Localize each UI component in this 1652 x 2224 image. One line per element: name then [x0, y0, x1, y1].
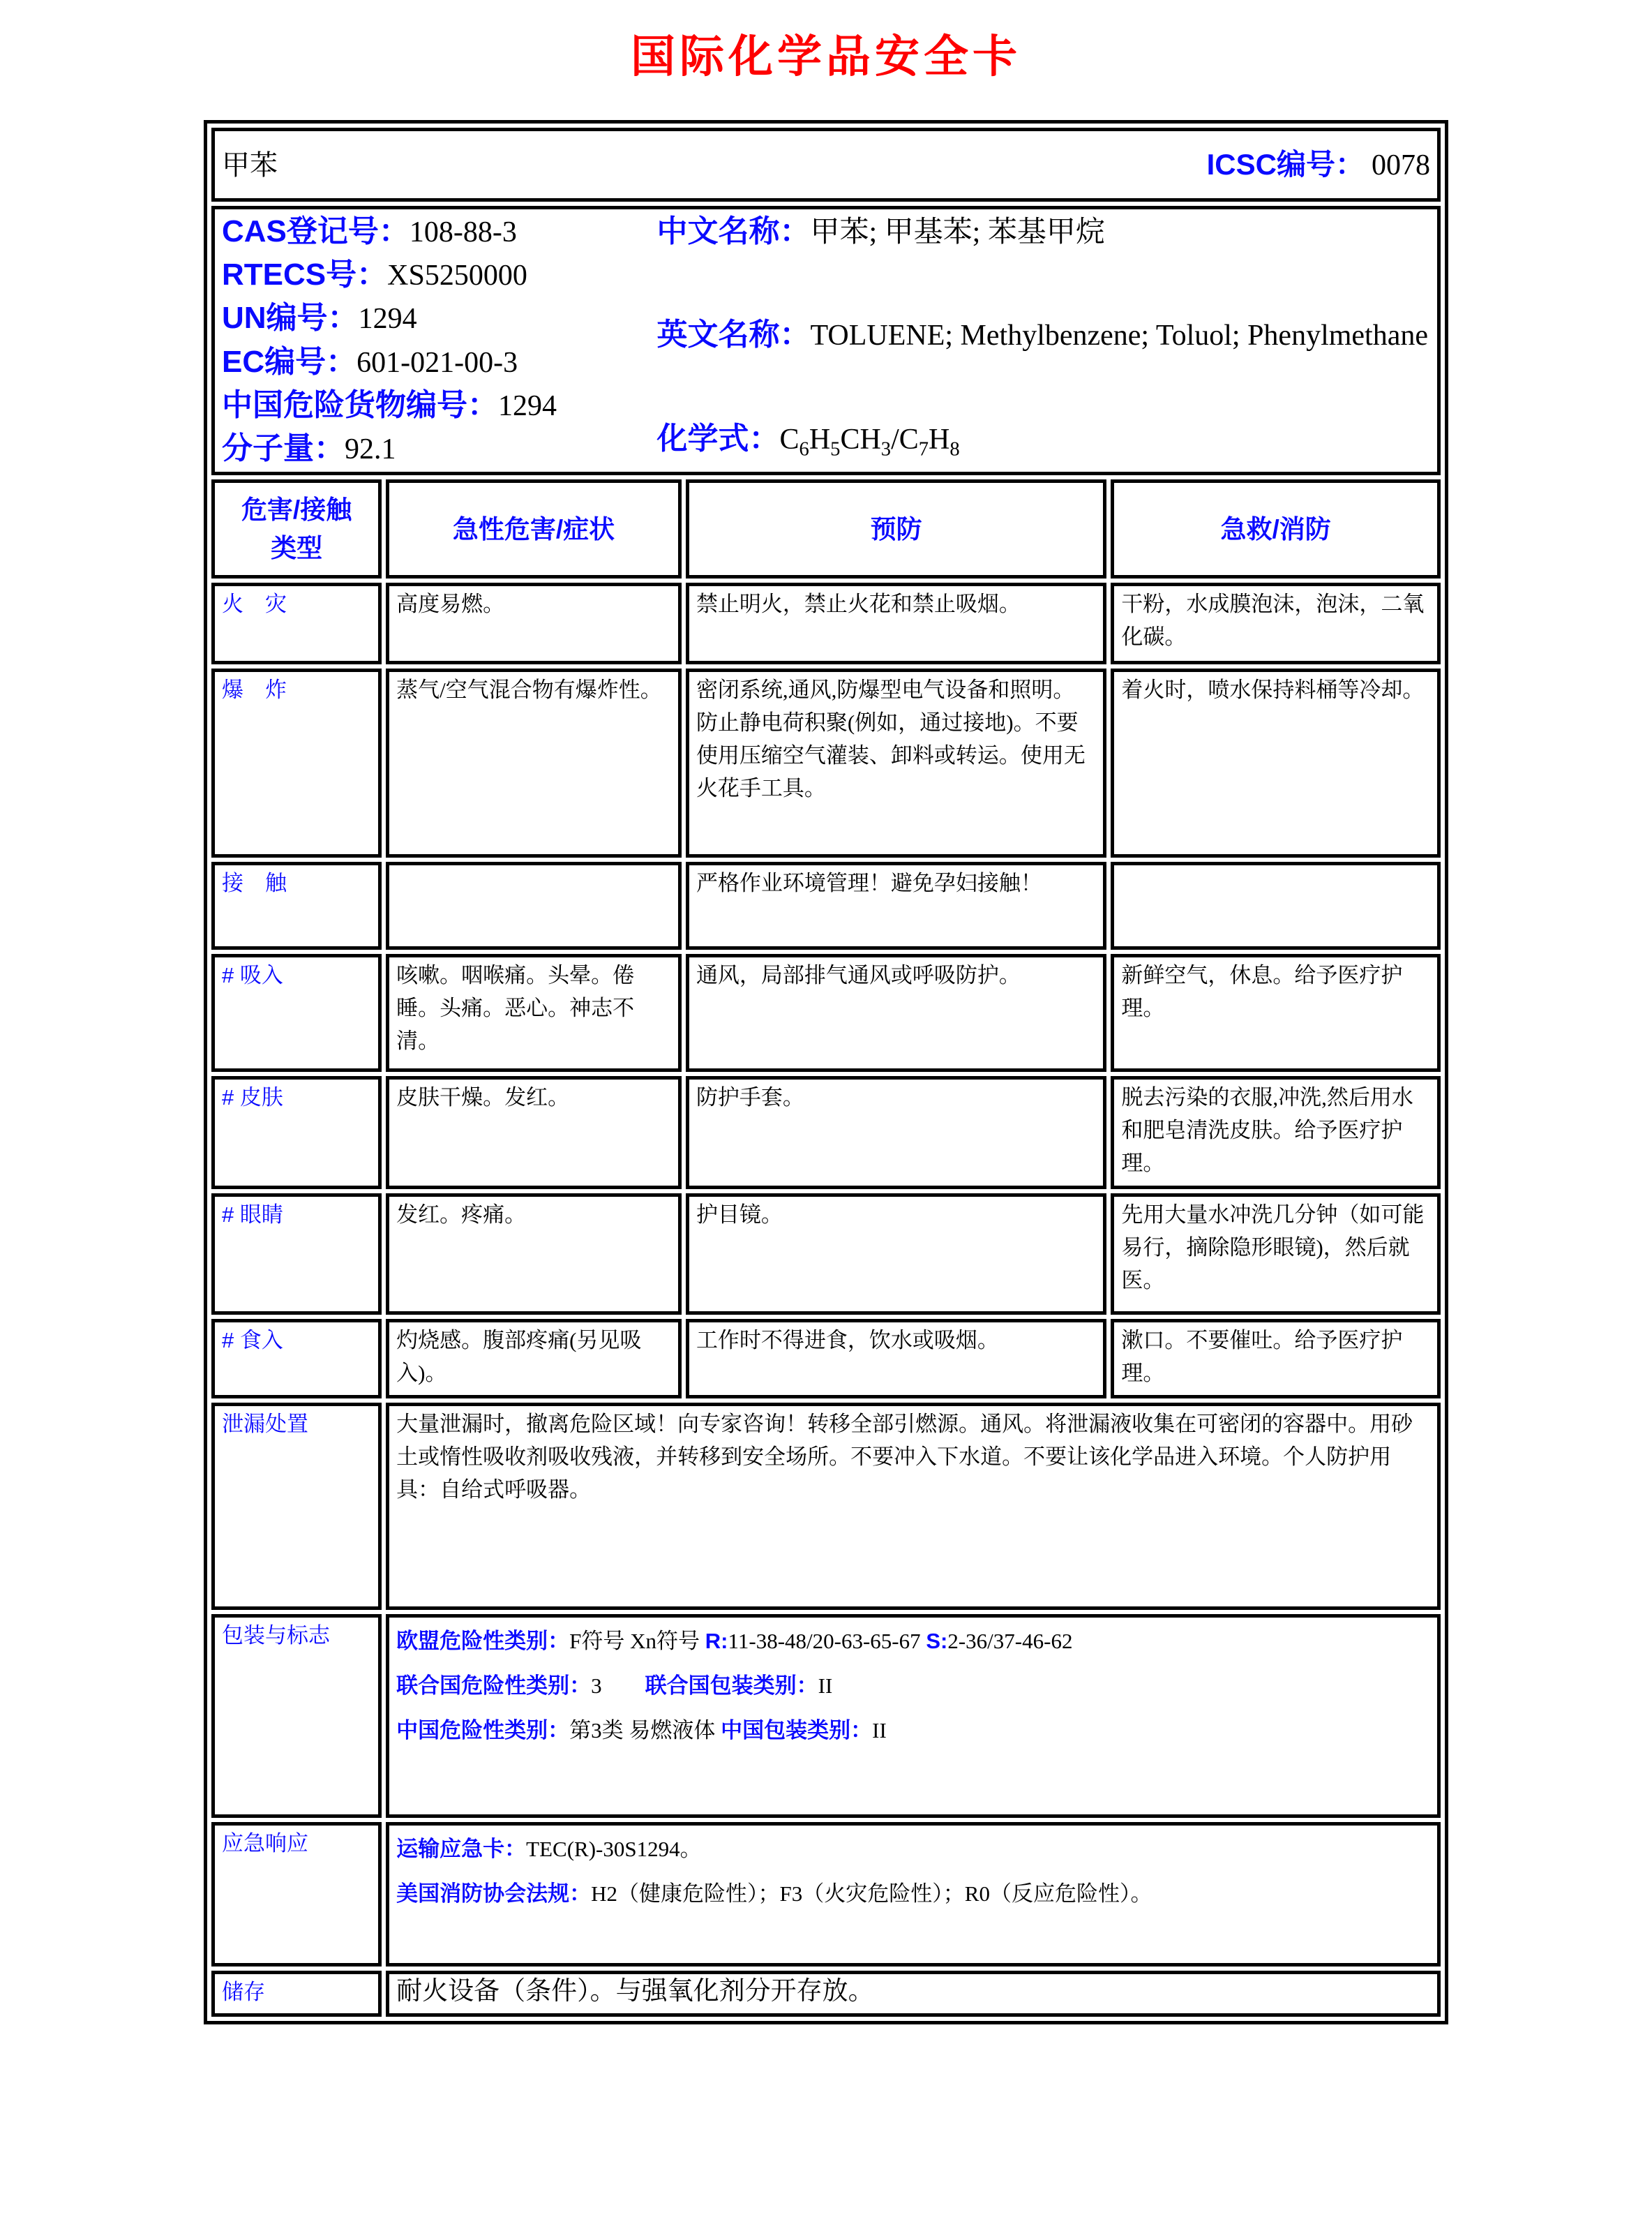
- col-header-symptoms: 急性危害/症状: [386, 479, 682, 579]
- hazard-row-inhalation: [211, 954, 1441, 1072]
- explosion-prevention: 密闭系统,通风,防爆型电气设备和照明。防止静电荷积聚(例如，通过接地)。不要使用压缩空气灌装、卸料或转运。使用无火花手工具。: [686, 669, 1106, 858]
- inhalation-prevention: 通风，局部排气通风或呼吸防护。: [686, 954, 1106, 1072]
- eyes-prevention: 护目镜。: [686, 1193, 1106, 1315]
- hazard-table-header-row: [211, 479, 1441, 579]
- fire-response: 干粉，水成膜泡沫，泡沫，二氧化碳。: [1111, 583, 1441, 664]
- chemical-formula: 化学式：$C_6H_5CH_3/C_7H_8$: [656, 421, 960, 460]
- substance-names: [657, 211, 1430, 470]
- exposure-response: [1111, 862, 1441, 950]
- storage-label: 储存: [211, 1971, 382, 2017]
- hazard-row-explosion: [211, 669, 1441, 858]
- english-names: 英文名称：TOLUENE; Methylbenzene; Toluol; Phenylmethane: [656, 318, 1429, 352]
- packaging-labelling-content: [386, 1614, 1441, 1818]
- skin-response: 脱去污染的衣服,冲洗,然后用水和肥皂清洗皮肤。给予医疗护理。: [1111, 1076, 1441, 1189]
- card-header-row: [211, 128, 1441, 202]
- hazard-type-label: # 眼睛: [211, 1193, 382, 1315]
- eyes-response: 先用大量水冲洗几分钟（如可能易行，摘除隐形眼镜)，然后就医。: [1111, 1193, 1441, 1315]
- un-number: UN编号：1294: [222, 301, 417, 336]
- col-header-prevention: 预防: [686, 479, 1106, 579]
- china-dg-number: 中国危险货物编号：1294: [222, 387, 557, 422]
- icsc-number-label: ICSC编号：: [1206, 147, 1365, 181]
- ingestion-prevention: 工作时不得进食，饮水或吸烟。: [686, 1319, 1106, 1398]
- emergency-response-row: [211, 1822, 1441, 1966]
- explosion-symptoms: 蒸气/空气混合物有爆炸性。: [386, 669, 682, 858]
- ec-number: EC编号：601-021-00-3: [222, 344, 518, 379]
- identification-row: [211, 206, 1441, 475]
- eyes-symptoms: 发红。疼痛。: [386, 1193, 682, 1315]
- china-hazard-class-line: 中国危险性类别：第3类 易燃液体 中国包装类别：II: [396, 1718, 887, 1742]
- hazard-row-skin: [211, 1076, 1441, 1189]
- exposure-prevention: 严格作业环境管理！避免孕妇接触！: [686, 862, 1106, 950]
- hazard-type-label: # 食入: [211, 1319, 382, 1398]
- emergency-response-label: 应急响应: [211, 1822, 382, 1966]
- registry-ids: [222, 211, 657, 470]
- hazard-type-label: # 皮肤: [211, 1076, 382, 1189]
- page-title: 国际化学品安全卡: [631, 32, 1021, 82]
- substance-name: 甲苯: [222, 149, 278, 181]
- icsc-card-table: [204, 120, 1448, 2024]
- packaging-labelling-label: 包装与标志: [211, 1614, 382, 1818]
- fire-symptoms: 高度易燃。: [386, 583, 682, 664]
- hazard-row-ingestion: [211, 1319, 1441, 1398]
- cas-number: CAS登记号：108-88-3: [222, 214, 517, 248]
- hazard-type-label: 火 灾: [211, 583, 382, 664]
- chinese-names: 中文名称：甲苯; 甲基苯; 苯基甲烷: [656, 214, 1105, 248]
- inhalation-response: 新鲜空气，休息。给予医疗护理。: [1111, 954, 1441, 1072]
- eu-hazard-class-line: 欧盟危险性类别：F符号 Xn符号 R:11-38-48/20-63-65-67 S:2-36/37-46-62: [396, 1629, 1073, 1653]
- icsc-number: [1207, 148, 1430, 182]
- fire-prevention: 禁止明火，禁止火花和禁止吸烟。: [686, 583, 1106, 664]
- hazard-row-exposure: [211, 862, 1441, 950]
- transport-emergency-card-line: 运输应急卡：TEC(R)-30S1294。: [396, 1837, 702, 1861]
- hazard-row-fire: [211, 583, 1441, 664]
- icsc-number-value: 0078: [1372, 149, 1430, 181]
- hazard-type-label: 接 触: [211, 862, 382, 950]
- rtecs-number: RTECS号：XS5250000: [222, 258, 527, 292]
- hazard-row-eyes: [211, 1193, 1441, 1315]
- hazard-type-label: # 吸入: [211, 954, 382, 1072]
- un-hazard-class-line: 联合国危险性类别：3 联合国包装类别：II: [396, 1673, 833, 1698]
- spill-disposal-label: 泄漏处置: [211, 1403, 382, 1610]
- emergency-response-content: [386, 1822, 1441, 1966]
- skin-symptoms: 皮肤干燥。发红。: [386, 1076, 682, 1189]
- storage-content: 耐火设备（条件）。与强氧化剂分开存放。: [386, 1971, 1441, 2017]
- packaging-labelling-row: [211, 1614, 1441, 1818]
- col-header-response: 急救/消防: [1111, 479, 1441, 579]
- nfpa-code-line: 美国消防协会法规：H2（健康危险性）；F3（火灾危险性）；R0（反应危险性）。: [396, 1881, 1152, 1906]
- spill-disposal-row: [211, 1403, 1441, 1610]
- inhalation-symptoms: 咳嗽。咽喉痛。头晕。倦睡。头痛。恶心。神志不清。: [386, 954, 682, 1072]
- skin-prevention: 防护手套。: [686, 1076, 1106, 1189]
- explosion-response: 着火时，喷水保持料桶等冷却。: [1111, 669, 1441, 858]
- spill-disposal-content: 大量泄漏时，撤离危险区域！向专家咨询！转移全部引燃源。通风。将泄漏液收集在可密闭的容器中。用砂土或惰性吸收剂吸收残液，并转移到安全场所。不要冲入下水道。不要让该化学品进入环境。个人防护用具：自给式呼吸器。: [386, 1403, 1441, 1610]
- ingestion-symptoms: 灼烧感。腹部疼痛(另见吸入)。: [386, 1319, 682, 1398]
- storage-row: [211, 1971, 1441, 2017]
- exposure-symptoms: [386, 862, 682, 950]
- molecular-weight: 分子量：92.1: [222, 431, 396, 465]
- hazard-type-label: 爆 炸: [211, 669, 382, 858]
- col-header-hazard-type: 危害/接触 类型: [211, 479, 382, 579]
- ingestion-response: 漱口。不要催吐。给予医疗护理。: [1111, 1319, 1441, 1398]
